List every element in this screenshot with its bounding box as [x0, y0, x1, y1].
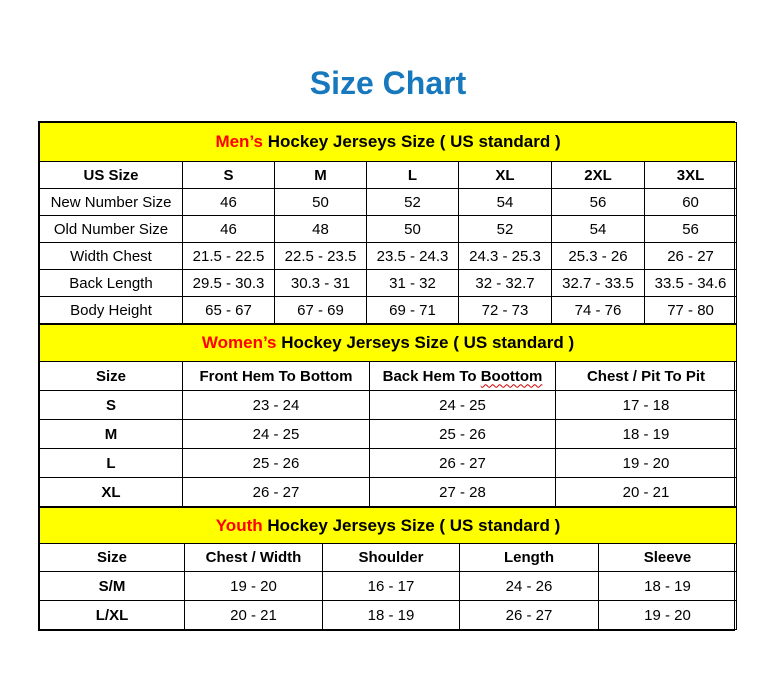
- column-header-cell: Shoulder: [323, 544, 460, 572]
- value-cell: 17 - 18: [556, 391, 737, 420]
- row-label-cell: Body Height: [40, 297, 183, 324]
- value-cell: 24 - 25: [370, 391, 556, 420]
- column-header-cell: Chest / Pit To Pit: [556, 362, 737, 391]
- value-cell: 23.5 - 24.3: [367, 243, 459, 270]
- table-row: [40, 449, 737, 478]
- value-cell: 24 - 26: [460, 572, 599, 601]
- row-label-cell: New Number Size: [40, 189, 183, 216]
- column-header-cell: Length: [460, 544, 599, 572]
- youth-section-header-row: [40, 508, 737, 544]
- value-cell: 65 - 67: [183, 297, 275, 324]
- column-header-cell: M: [275, 162, 367, 189]
- value-cell: 16 - 17: [323, 572, 460, 601]
- value-cell: 69 - 71: [367, 297, 459, 324]
- value-cell: 25 - 26: [370, 420, 556, 449]
- value-cell: 20 - 21: [185, 601, 323, 630]
- value-cell: 50: [275, 189, 367, 216]
- value-cell: 26 - 27: [645, 243, 737, 270]
- row-label-cell: XL: [40, 478, 183, 507]
- value-cell: 18 - 19: [323, 601, 460, 630]
- row-label-cell: Back Length: [40, 270, 183, 297]
- row-label-cell: S: [40, 391, 183, 420]
- table-row: [40, 216, 737, 243]
- table-row: [40, 572, 737, 601]
- value-cell: 26 - 27: [183, 478, 370, 507]
- mens-section-header-row: [40, 123, 737, 162]
- mens-section-title: [40, 123, 737, 162]
- value-cell: 67 - 69: [275, 297, 367, 324]
- value-cell: 29.5 - 30.3: [183, 270, 275, 297]
- row-label-cell: L: [40, 449, 183, 478]
- womens-section-title-highlight: Women’s: [201, 333, 277, 352]
- value-cell: 19 - 20: [556, 449, 737, 478]
- value-cell: 18 - 19: [599, 572, 737, 601]
- size-chart: [38, 121, 735, 631]
- value-cell: 52: [367, 189, 459, 216]
- back-hem-label: Back Hem To: [382, 367, 481, 385]
- row-label-cell: Width Chest: [40, 243, 183, 270]
- value-cell: 26 - 27: [370, 449, 556, 478]
- row-label-cell: M: [40, 420, 183, 449]
- column-header-cell: Front Hem To Bottom: [183, 362, 370, 391]
- column-header-cell: 2XL: [552, 162, 645, 189]
- value-cell: 25.3 - 26: [552, 243, 645, 270]
- value-cell: 18 - 19: [556, 420, 737, 449]
- column-header-cell: L: [367, 162, 459, 189]
- value-cell: 30.3 - 31: [275, 270, 367, 297]
- value-cell: 52: [459, 216, 552, 243]
- womens-section-title: [40, 325, 737, 362]
- mens-header-row: [40, 162, 737, 189]
- womens-size-table: [39, 324, 737, 507]
- column-header-cell: [370, 362, 556, 391]
- value-cell: 21.5 - 22.5: [183, 243, 275, 270]
- value-cell: 19 - 20: [185, 572, 323, 601]
- value-cell: 50: [367, 216, 459, 243]
- mens-section-title-highlight: Men’s: [215, 132, 263, 151]
- mens-section-title-rest: Hockey Jerseys Size ( US standard ): [262, 132, 561, 151]
- column-header-cell: S: [183, 162, 275, 189]
- value-cell: 77 - 80: [645, 297, 737, 324]
- value-cell: 48: [275, 216, 367, 243]
- column-header-cell: XL: [459, 162, 552, 189]
- womens-section-title-rest: Hockey Jerseys Size ( US standard ): [276, 333, 575, 352]
- table-row: [40, 243, 737, 270]
- value-cell: 19 - 20: [599, 601, 737, 630]
- table-row: [40, 297, 737, 324]
- value-cell: 46: [183, 189, 275, 216]
- row-label-cell: L/XL: [40, 601, 185, 630]
- column-header-cell: Sleeve: [599, 544, 737, 572]
- table-row: [40, 189, 737, 216]
- youth-header-row: [40, 544, 737, 572]
- mens-size-table: [39, 122, 737, 324]
- column-header-cell: 3XL: [645, 162, 737, 189]
- value-cell: 26 - 27: [460, 601, 599, 630]
- youth-section-title-rest: Hockey Jerseys Size ( US standard ): [262, 515, 561, 535]
- value-cell: 60: [645, 189, 737, 216]
- column-header-cell: US Size: [40, 162, 183, 189]
- value-cell: 56: [645, 216, 737, 243]
- row-label-cell: S/M: [40, 572, 185, 601]
- youth-section-title-highlight: Youth: [215, 515, 263, 535]
- youth-size-table: [39, 507, 737, 630]
- table-row: [40, 391, 737, 420]
- value-cell: 27 - 28: [370, 478, 556, 507]
- table-row: [40, 420, 737, 449]
- value-cell: 24.3 - 25.3: [459, 243, 552, 270]
- womens-section-header-row: [40, 325, 737, 362]
- youth-section-title: [40, 508, 737, 544]
- womens-header-row: [40, 362, 737, 391]
- value-cell: 74 - 76: [552, 297, 645, 324]
- table-row: [40, 601, 737, 630]
- row-label-cell: Old Number Size: [40, 216, 183, 243]
- value-cell: 23 - 24: [183, 391, 370, 420]
- value-cell: 32 - 32.7: [459, 270, 552, 297]
- value-cell: 22.5 - 23.5: [275, 243, 367, 270]
- page-title: Size Chart: [309, 65, 467, 101]
- value-cell: 54: [552, 216, 645, 243]
- table-row: [40, 478, 737, 507]
- value-cell: 25 - 26: [183, 449, 370, 478]
- value-cell: 32.7 - 33.5: [552, 270, 645, 297]
- value-cell: 56: [552, 189, 645, 216]
- back-hem-typo-squiggle: Boottom: [480, 367, 543, 385]
- table-row: [40, 270, 737, 297]
- value-cell: 31 - 32: [367, 270, 459, 297]
- column-header-cell: Size: [40, 544, 185, 572]
- value-cell: 24 - 25: [183, 420, 370, 449]
- value-cell: 20 - 21: [556, 478, 737, 507]
- value-cell: 54: [459, 189, 552, 216]
- value-cell: 46: [183, 216, 275, 243]
- value-cell: 33.5 - 34.6: [645, 270, 737, 297]
- column-header-cell: Size: [40, 362, 183, 391]
- value-cell: 72 - 73: [459, 297, 552, 324]
- column-header-cell: Chest / Width: [185, 544, 323, 572]
